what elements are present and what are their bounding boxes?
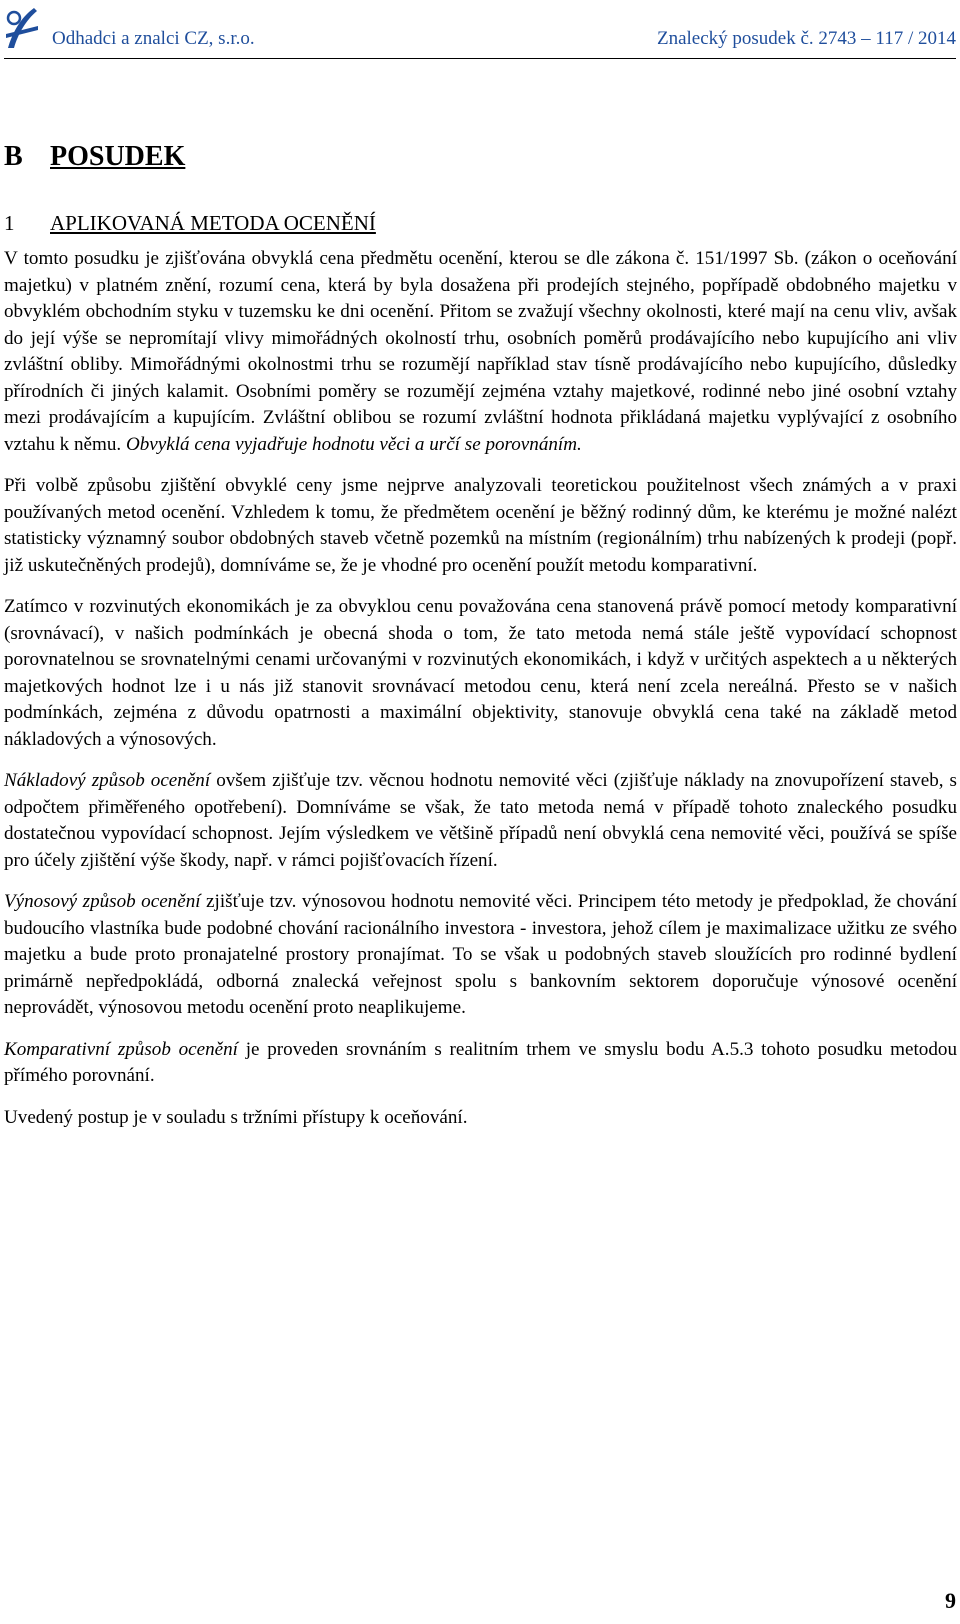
subsection-title: APLIKOVANÁ METODA OCENĚNÍ: [50, 211, 376, 235]
paragraph-definition-emphasis: Obvyklá cena vyjadřuje hodnotu věci a určí se porovnáním.: [125, 433, 582, 455]
income-method-term: Výnosový způsob ocenění: [4, 891, 201, 912]
paragraph-comparative-method: [4, 1037, 957, 1090]
company-logo-icon: [4, 4, 40, 52]
cost-method-term: Nákladový způsob ocenění: [4, 770, 211, 791]
paragraph-definition-text: V tomto posudku je zjišťována obvyklá cena předmětu ocenění, kterou se dle zákona č. 151/1997 Sb. (zákon o oceňování majetku) v platném znění, rozumí cena, která by byla dosažena při prodejích stejného, popřípadě obdobného majetku v obvyklém obchodním styku v tuzemsku ke dni ocenění. Přitom se zvažují všechny okolnosti, které mají na cenu vliv, avšak do její výše se nepromítají vlivy mimořádných okolností trhu, osobních poměrů prodávajícího nebo kupujícího ani vliv zvláštní obliby. Mimořádnými okolnostmi trhu se rozumějí například stav tísně prodávajícího nebo kupujícího, důsledky přírodních či jiných kalamit. Osobními poměry se rozumějí zejména vztahy majetkové, rodinné nebo jiné osobní vztahy mezi prodávajícím a kupujícím. Zvláštní oblibou se rozumí zvláštní hodnota přikládaná majetku vyplývající z osobního vztahu k němu.: [4, 248, 957, 455]
paragraph-income-method: [4, 889, 957, 1022]
company-name: Odhadci a znalci CZ, s.r.o.: [52, 28, 255, 49]
paragraph-definition: [4, 246, 957, 458]
document-body: [4, 140, 957, 1146]
paragraph-cost-method: [4, 768, 957, 874]
section-heading: [4, 140, 957, 174]
section-letter: B: [4, 141, 23, 172]
paragraph-method-choice: Při volbě způsobu zjištění obvyklé ceny jsme nejprve analyzovali teoretickou použitelnost všech známých a v praxi používaných metod ocenění. Vzhledem k tomu, že předmětem ocenění je běžný rodinný dům, ke kterému je možné nalézt statisticky významný soubor obdobných staveb včetně pozemků na místním (regionálním) trhu nabízených k prodeji (popř. již uskutečněných prodejů), domníváme se, že je vhodné pro ocenění použít metodu komparativní.: [4, 475, 957, 576]
section-title: POSUDEK: [50, 141, 186, 172]
report-number: Znalecký posudek č. 2743 – 117 / 2014: [656, 28, 956, 49]
subsection-number: 1: [4, 211, 15, 235]
cost-method-text: ovšem zjišťuje tzv. věcnou hodnotu nemovité věci (zjišťuje náklady na znovupořízení staveb, s odpočtem přiměřeného opotřebení). Domníváme se však, že tato metoda nemá v případě tohoto znaleckého posudku dostatečnou vypovídací schopnost. Jejím výsledkem ve většině případů není obvyklá cena nemovité věci, používá se spíše pro účely zjištění výše škody, např. v rámci pojišťovacích řízení.: [4, 770, 957, 871]
paragraph-comparative-context: Zatímco v rozvinutých ekonomikách je za obvyklou cenu považována cena stanovená právě pomocí metody komparativní (srovnávací), v našich podmínkách je obecná shoda o tom, že tato metoda nemá stále ještě vypovídací schopnost porovnatelnou se srovnatelnými cenami určovanými v rozvinutých ekonomikách, i když v určitých aspektech a u některých majetkových hodnot lze i u nás již stanovit srovnávací metodou cenu, která není zcela nereálná. Přesto se v našich podmínkách, zejména z důvodu opatrnosti a maximální objektivity, stanovuje obvyklá cena také na základě metod nákladových a výnosových.: [4, 596, 957, 750]
page-number: 9: [945, 1588, 956, 1613]
income-method-text: zjišťuje tzv. výnosovou hodnotu nemovité věci. Principem této metody je předpoklad, že chování budoucího vlastníka bude podobné chování racionálního investora - investora, jehož cílem je maximalizace užitku ze svého majetku a bude proto pronajatelné prostory pronajímat. To se však u podobných staveb sloužících pro rodinné bydlení primárně nepředpokládá, odborná znalecká veřejnost spolu s bankovním sektorem doporučuje výnosové ocenění neprovádět, výnosovou metodu ocenění proto neaplikujeme.: [4, 891, 958, 1018]
subsection-heading: [4, 210, 957, 236]
paragraph-conclusion: Uvedený postup je v souladu s tržními přístupy k oceňování.: [4, 1106, 468, 1128]
comparative-method-text: je proveden srovnáním s realitním trhem ve smyslu bodu A.5.3 tohoto posudku metodou přímého porovnání.: [4, 1038, 957, 1086]
comparative-method-term: Komparativní způsob ocenění: [4, 1038, 238, 1060]
page-header: [4, 0, 956, 59]
